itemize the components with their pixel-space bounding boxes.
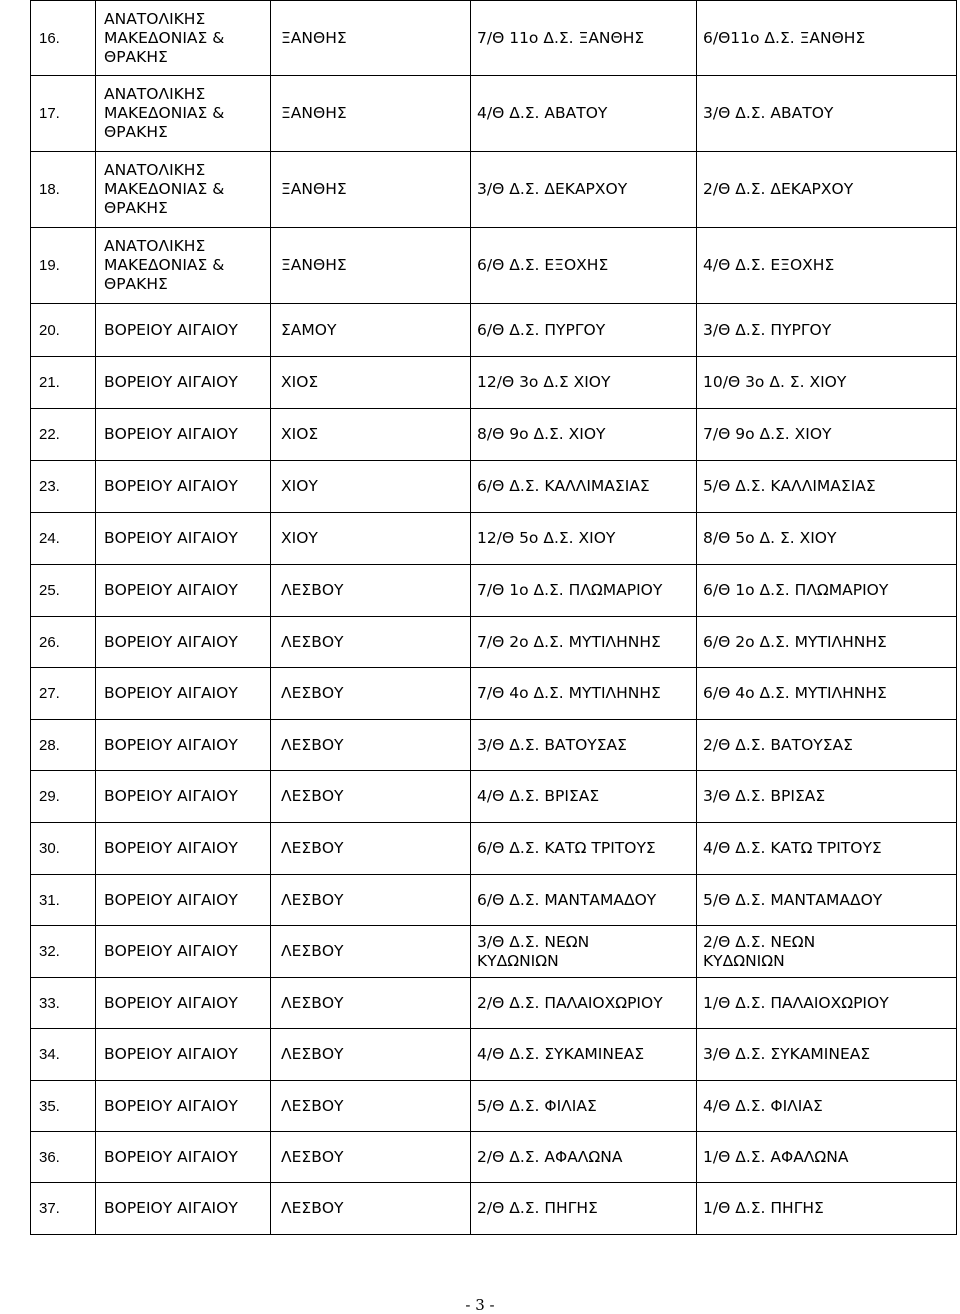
region-cell: ΒΟΡΕΙΟΥ ΑΙΓΑΙΟΥ: [96, 513, 271, 565]
prefecture-cell: ΛΕΣΒΟΥ: [271, 1132, 471, 1183]
table-row: [31, 1081, 957, 1132]
prefecture-cell: ΛΕΣΒΟΥ: [271, 1029, 471, 1081]
table-row: [31, 1029, 957, 1081]
school-from-cell: 6/Θ Δ.Σ. ΚΑΤΩ ΤΡΙΤΟΥΣ: [471, 823, 697, 875]
table-row: [31, 771, 957, 823]
region-cell: ΒΟΡΕΙΟΥ ΑΙΓΑΙΟΥ: [96, 565, 271, 617]
region-cell: ΒΟΡΕΙΟΥ ΑΙΓΑΙΟΥ: [96, 304, 271, 357]
school-from-cell: 4/Θ Δ.Σ. ΑΒΑΤΟΥ: [471, 76, 697, 152]
school-from-cell: 3/Θ Δ.Σ. ΒΑΤΟΥΣΑΣ: [471, 720, 697, 771]
table-row: [31, 720, 957, 771]
prefecture-cell: ΛΕΣΒΟΥ: [271, 978, 471, 1029]
region-cell: ΒΟΡΕΙΟΥ ΑΙΓΑΙΟΥ: [96, 926, 271, 978]
table-row: [31, 1183, 957, 1235]
row-number: 23.: [31, 461, 96, 513]
school-from-cell: 4/Θ Δ.Σ. ΒΡΙΣΑΣ: [471, 771, 697, 823]
prefecture-cell: ΛΕΣΒΟΥ: [271, 771, 471, 823]
school-to-cell: 5/Θ Δ.Σ. ΚΑΛΛΙΜΑΣΙΑΣ: [697, 461, 957, 513]
prefecture-cell: ΛΕΣΒΟΥ: [271, 565, 471, 617]
prefecture-cell: ΞΑΝΘΗΣ: [271, 1, 471, 76]
prefecture-cell: ΛΕΣΒΟΥ: [271, 1183, 471, 1235]
row-number: 37.: [31, 1183, 96, 1235]
table-row: [31, 926, 957, 978]
school-to-cell: 1/Θ Δ.Σ. ΠΗΓΗΣ: [697, 1183, 957, 1235]
school-from-cell: 6/Θ Δ.Σ. ΠΥΡΓΟΥ: [471, 304, 697, 357]
table-row: [31, 513, 957, 565]
row-number: 27.: [31, 668, 96, 720]
table-row: [31, 875, 957, 926]
school-to-cell: 3/Θ Δ.Σ. ΣΥΚΑΜΙΝΕΑΣ: [697, 1029, 957, 1081]
school-to-cell: 6/Θ 2ο Δ.Σ. ΜΥΤΙΛΗΝΗΣ: [697, 617, 957, 668]
region-cell: ΒΟΡΕΙΟΥ ΑΙΓΑΙΟΥ: [96, 978, 271, 1029]
table-row: [31, 409, 957, 461]
schools-table-body: [31, 1, 957, 1235]
school-from-cell: 8/Θ 9ο Δ.Σ. ΧΙΟΥ: [471, 409, 697, 461]
table-row: [31, 304, 957, 357]
school-from-cell: 7/Θ 1ο Δ.Σ. ΠΛΩΜΑΡΙΟΥ: [471, 565, 697, 617]
school-to-cell: 4/Θ Δ.Σ. ΚΑΤΩ ΤΡΙΤΟΥΣ: [697, 823, 957, 875]
school-from-cell: 12/Θ 3ο Δ.Σ ΧΙΟΥ: [471, 357, 697, 409]
row-number: 25.: [31, 565, 96, 617]
school-from-cell: 6/Θ Δ.Σ. ΚΑΛΛΙΜΑΣΙΑΣ: [471, 461, 697, 513]
school-from-cell: 4/Θ Δ.Σ. ΣΥΚΑΜΙΝΕΑΣ: [471, 1029, 697, 1081]
region-cell: ΒΟΡΕΙΟΥ ΑΙΓΑΙΟΥ: [96, 409, 271, 461]
row-number: 22.: [31, 409, 96, 461]
prefecture-cell: ΛΕΣΒΟΥ: [271, 668, 471, 720]
school-from-cell: 2/Θ Δ.Σ. ΠΑΛΑΙΟΧΩΡΙΟΥ: [471, 978, 697, 1029]
row-number: 33.: [31, 978, 96, 1029]
region-cell: ΑΝΑΤΟΛΙΚΗΣ ΜΑΚΕΔΟΝΙΑΣ & ΘΡΑΚΗΣ: [96, 76, 271, 152]
row-number: 21.: [31, 357, 96, 409]
region-cell: ΒΟΡΕΙΟΥ ΑΙΓΑΙΟΥ: [96, 771, 271, 823]
region-cell: ΒΟΡΕΙΟΥ ΑΙΓΑΙΟΥ: [96, 1029, 271, 1081]
prefecture-cell: ΛΕΣΒΟΥ: [271, 720, 471, 771]
prefecture-cell: ΧΙΟΣ: [271, 357, 471, 409]
school-to-cell: 2/Θ Δ.Σ. ΔΕΚΑΡΧΟΥ: [697, 152, 957, 228]
row-number: 26.: [31, 617, 96, 668]
prefecture-cell: ΛΕΣΒΟΥ: [271, 926, 471, 978]
region-cell: ΒΟΡΕΙΟΥ ΑΙΓΑΙΟΥ: [96, 1081, 271, 1132]
school-to-cell: 3/Θ Δ.Σ. ΠΥΡΓΟΥ: [697, 304, 957, 357]
school-to-cell: 4/Θ Δ.Σ. ΕΞΟΧΗΣ: [697, 228, 957, 304]
school-from-cell: 3/Θ Δ.Σ. ΔΕΚΑΡΧΟΥ: [471, 152, 697, 228]
table-row: [31, 823, 957, 875]
table-row: [31, 357, 957, 409]
school-to-cell: 6/Θ 4ο Δ.Σ. ΜΥΤΙΛΗΝΗΣ: [697, 668, 957, 720]
table-row: [31, 617, 957, 668]
table-row: [31, 76, 957, 152]
schools-table: [30, 0, 957, 1235]
prefecture-cell: ΛΕΣΒΟΥ: [271, 823, 471, 875]
school-from-cell: 12/Θ 5ο Δ.Σ. ΧΙΟΥ: [471, 513, 697, 565]
row-number: 28.: [31, 720, 96, 771]
school-to-cell: 6/Θ 1ο Δ.Σ. ΠΛΩΜΑΡΙΟΥ: [697, 565, 957, 617]
school-to-cell: 2/Θ Δ.Σ. ΒΑΤΟΥΣΑΣ: [697, 720, 957, 771]
row-number: 19.: [31, 228, 96, 304]
school-to-cell: 1/Θ Δ.Σ. ΑΦΑΛΩΝΑ: [697, 1132, 957, 1183]
prefecture-cell: ΛΕΣΒΟΥ: [271, 875, 471, 926]
row-number: 24.: [31, 513, 96, 565]
region-cell: ΒΟΡΕΙΟΥ ΑΙΓΑΙΟΥ: [96, 1183, 271, 1235]
row-number: 17.: [31, 76, 96, 152]
region-cell: ΒΟΡΕΙΟΥ ΑΙΓΑΙΟΥ: [96, 617, 271, 668]
prefecture-cell: ΧΙΟΣ: [271, 409, 471, 461]
school-from-cell: 7/Θ 11ο Δ.Σ. ΞΑΝΘΗΣ: [471, 1, 697, 76]
row-number: 30.: [31, 823, 96, 875]
table-row: [31, 461, 957, 513]
row-number: 36.: [31, 1132, 96, 1183]
table-row: [31, 228, 957, 304]
school-to-cell: 3/Θ Δ.Σ. ΑΒΑΤΟΥ: [697, 76, 957, 152]
school-to-cell: 2/Θ Δ.Σ. ΝΕΩΝ ΚΥΔΩΝΙΩΝ: [697, 926, 957, 978]
school-to-cell: 4/Θ Δ.Σ. ΦΙΛΙΑΣ: [697, 1081, 957, 1132]
prefecture-cell: ΛΕΣΒΟΥ: [271, 1081, 471, 1132]
region-cell: ΒΟΡΕΙΟΥ ΑΙΓΑΙΟΥ: [96, 357, 271, 409]
school-to-cell: 10/Θ 3ο Δ. Σ. ΧΙΟΥ: [697, 357, 957, 409]
row-number: 34.: [31, 1029, 96, 1081]
row-number: 18.: [31, 152, 96, 228]
row-number: 35.: [31, 1081, 96, 1132]
school-to-cell: 5/Θ Δ.Σ. ΜΑΝΤΑΜΑΔΟΥ: [697, 875, 957, 926]
table-row: [31, 565, 957, 617]
prefecture-cell: ΞΑΝΘΗΣ: [271, 76, 471, 152]
table-row: [31, 668, 957, 720]
table-row: [31, 978, 957, 1029]
school-to-cell: 6/Θ11ο Δ.Σ. ΞΑΝΘΗΣ: [697, 1, 957, 76]
school-from-cell: 5/Θ Δ.Σ. ΦΙΛΙΑΣ: [471, 1081, 697, 1132]
school-from-cell: 2/Θ Δ.Σ. ΑΦΑΛΩΝΑ: [471, 1132, 697, 1183]
school-to-cell: 1/Θ Δ.Σ. ΠΑΛΑΙΟΧΩΡΙΟΥ: [697, 978, 957, 1029]
region-cell: ΑΝΑΤΟΛΙΚΗΣ ΜΑΚΕΔΟΝΙΑΣ & ΘΡΑΚΗΣ: [96, 152, 271, 228]
page-number: - 3 -: [465, 1296, 495, 1314]
prefecture-cell: ΞΑΝΘΗΣ: [271, 228, 471, 304]
prefecture-cell: ΧΙΟΥ: [271, 513, 471, 565]
table-row: [31, 1, 957, 76]
school-from-cell: 7/Θ 4ο Δ.Σ. ΜΥΤΙΛΗΝΗΣ: [471, 668, 697, 720]
school-to-cell: 7/Θ 9ο Δ.Σ. ΧΙΟΥ: [697, 409, 957, 461]
row-number: 29.: [31, 771, 96, 823]
region-cell: ΒΟΡΕΙΟΥ ΑΙΓΑΙΟΥ: [96, 1132, 271, 1183]
table-row: [31, 152, 957, 228]
region-cell: ΒΟΡΕΙΟΥ ΑΙΓΑΙΟΥ: [96, 668, 271, 720]
row-number: 31.: [31, 875, 96, 926]
region-cell: ΒΟΡΕΙΟΥ ΑΙΓΑΙΟΥ: [96, 875, 271, 926]
prefecture-cell: ΞΑΝΘΗΣ: [271, 152, 471, 228]
row-number: 32.: [31, 926, 96, 978]
row-number: 16.: [31, 1, 96, 76]
region-cell: ΒΟΡΕΙΟΥ ΑΙΓΑΙΟΥ: [96, 720, 271, 771]
table-row: [31, 1132, 957, 1183]
school-from-cell: 6/Θ Δ.Σ. ΜΑΝΤΑΜΑΔΟΥ: [471, 875, 697, 926]
region-cell: ΑΝΑΤΟΛΙΚΗΣ ΜΑΚΕΔΟΝΙΑΣ & ΘΡΑΚΗΣ: [96, 1, 271, 76]
region-cell: ΑΝΑΤΟΛΙΚΗΣ ΜΑΚΕΔΟΝΙΑΣ & ΘΡΑΚΗΣ: [96, 228, 271, 304]
school-from-cell: 6/Θ Δ.Σ. ΕΞΟΧΗΣ: [471, 228, 697, 304]
school-to-cell: 3/Θ Δ.Σ. ΒΡΙΣΑΣ: [697, 771, 957, 823]
region-cell: ΒΟΡΕΙΟΥ ΑΙΓΑΙΟΥ: [96, 823, 271, 875]
school-from-cell: 3/Θ Δ.Σ. ΝΕΩΝ ΚΥΔΩΝΙΩΝ: [471, 926, 697, 978]
prefecture-cell: ΧΙΟΥ: [271, 461, 471, 513]
school-from-cell: 2/Θ Δ.Σ. ΠΗΓΗΣ: [471, 1183, 697, 1235]
region-cell: ΒΟΡΕΙΟΥ ΑΙΓΑΙΟΥ: [96, 461, 271, 513]
prefecture-cell: ΛΕΣΒΟΥ: [271, 617, 471, 668]
row-number: 20.: [31, 304, 96, 357]
school-to-cell: 8/Θ 5ο Δ. Σ. ΧΙΟΥ: [697, 513, 957, 565]
school-from-cell: 7/Θ 2ο Δ.Σ. ΜΥΤΙΛΗΝΗΣ: [471, 617, 697, 668]
prefecture-cell: ΣΑΜΟΥ: [271, 304, 471, 357]
